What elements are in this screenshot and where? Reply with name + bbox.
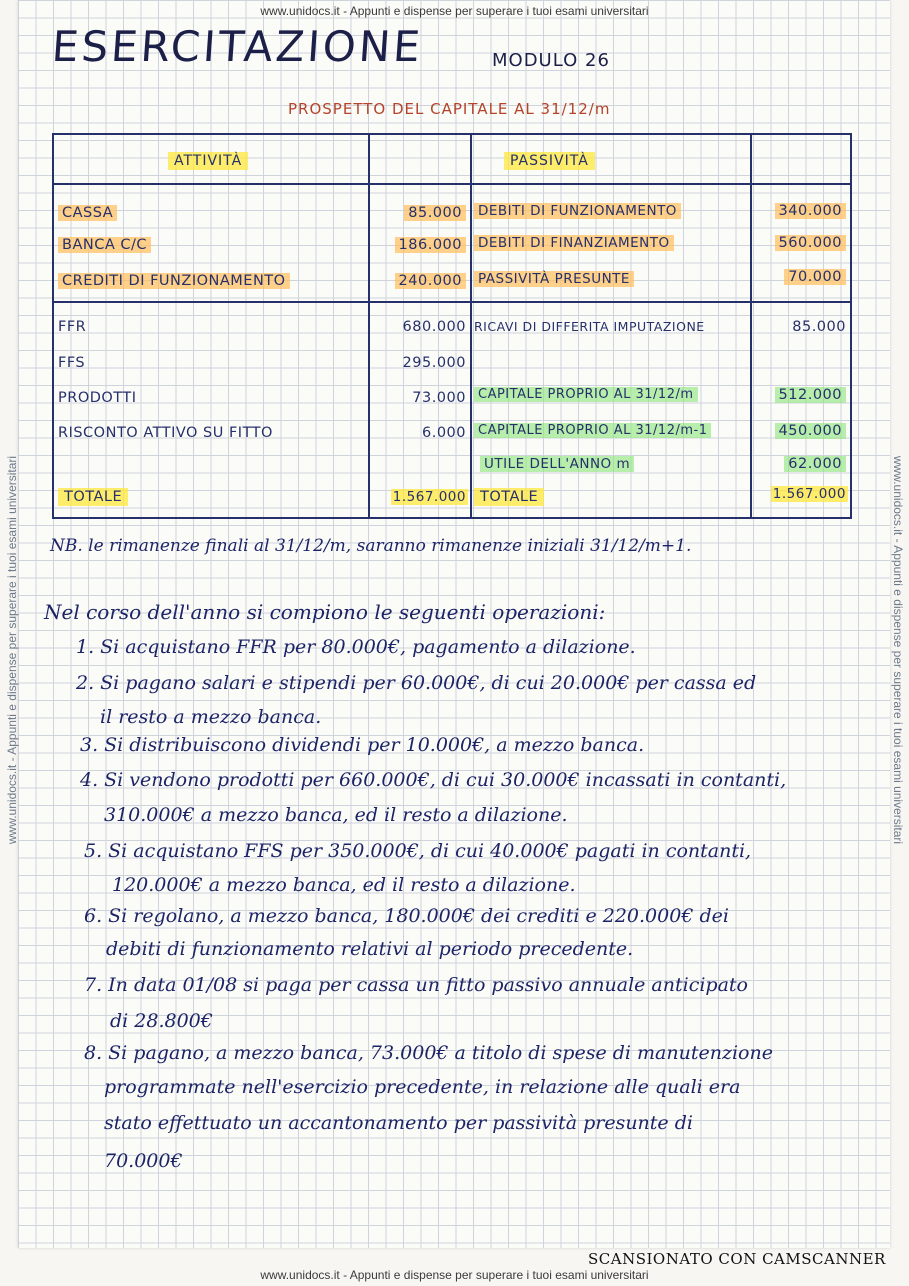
- attivita-value: 85.000: [372, 205, 466, 221]
- operation-line: 4. Si vendono prodotti per 660.000€, di cui 30.000€ incassati in contanti,: [80, 769, 787, 791]
- totale-attivita-label: TOTALE: [58, 489, 128, 505]
- camscanner-footer: SCANSIONATO CON CAMSCANNER: [588, 1250, 886, 1268]
- operations-intro: Nel corso dell'anno si compiono le seguenti operazioni:: [44, 600, 606, 624]
- attivita-value: 186.000: [372, 237, 466, 253]
- module-label: MODULO 26: [492, 50, 610, 71]
- page-title: ESERCITAZIONE: [50, 22, 425, 71]
- watermark-bottom: www.unidocs.it - Appunti e dispense per superare i tuoi esami universitari: [260, 1268, 649, 1282]
- passivita-value: 62.000: [754, 456, 846, 472]
- attivita-value: 680.000: [402, 319, 466, 335]
- operation-line: 70.000€: [104, 1150, 183, 1172]
- attivita-value: 6.000: [421, 425, 466, 441]
- passivita-label: PASSIVITÀ PRESUNTE: [474, 271, 634, 287]
- passivita-label: CAPITALE PROPRIO AL 31/12/m: [474, 387, 698, 402]
- header-passivita: PASSIVITÀ: [504, 153, 595, 169]
- attivita-label: BANCA C/C: [58, 237, 151, 253]
- passivita-label: UTILE DELL'ANNO m: [480, 456, 634, 472]
- operation-line: 3. Si distribuiscono dividendi per 10.000€, a mezzo banca.: [80, 734, 645, 756]
- note-nb: NB. le rimanenze finali al 31/12/m, saranno rimanenze iniziali 31/12/m+1.: [50, 536, 692, 556]
- operation-line: 8. Si pagano, a mezzo banca, 73.000€ a titolo di spese di manutenzione: [84, 1042, 773, 1064]
- operation-line: 1. Si acquistano FFR per 80.000€, pagamento a dilazione.: [76, 636, 636, 658]
- passivita-label: DEBITI DI FUNZIONAMENTO: [474, 203, 681, 219]
- passivita-value: 560.000: [754, 235, 846, 251]
- operation-line: 310.000€ a mezzo banca, ed il resto a dilazione.: [104, 804, 568, 826]
- operation-line: 7. In data 01/08 si paga per cassa un fitto passivo annuale anticipato: [84, 974, 748, 996]
- table-subtitle: PROSPETTO DEL CAPITALE AL 31/12/m: [288, 100, 611, 118]
- operation-line: programmate nell'esercizio precedente, in relazione alle quali era: [104, 1076, 741, 1098]
- attivita-label: PRODOTTI: [58, 390, 137, 406]
- passivita-value: 340.000: [754, 203, 846, 219]
- passivita-label: DEBITI DI FINANZIAMENTO: [474, 235, 674, 251]
- watermark-right: www.unidocs.it - Appunti e dispense per superare i tuoi esami universitari: [891, 455, 905, 845]
- operation-line: 6. Si regolano, a mezzo banca, 180.000€ dei crediti e 220.000€ dei: [84, 905, 729, 927]
- operation-line: 120.000€ a mezzo banca, ed il resto a dilazione.: [112, 874, 576, 896]
- totale-attivita-value: 1.567.000: [392, 489, 466, 505]
- passivita-value: 450.000: [754, 423, 846, 439]
- attivita-value: 295.000: [402, 355, 466, 371]
- header-attivita: ATTIVITÀ: [168, 153, 248, 169]
- attivita-label: RISCONTO ATTIVO SU FITTO: [58, 425, 273, 441]
- operation-line: stato effettuato un accantonamento per passività presunte di: [104, 1112, 693, 1134]
- passivita-label: CAPITALE PROPRIO AL 31/12/m-1: [474, 423, 711, 438]
- passivita-value: 512.000: [754, 387, 846, 403]
- operation-line: 2. Si pagano salari e stipendi per 60.000€, di cui 20.000€ per cassa ed: [76, 672, 757, 694]
- attivita-label: CREDITI DI FUNZIONAMENTO: [58, 273, 290, 289]
- operation-line: 5. Si acquistano FFS per 350.000€, di cui 40.000€ pagati in contanti,: [84, 840, 752, 862]
- watermark-top: www.unidocs.it - Appunti e dispense per superare i tuoi esami universitari: [260, 4, 649, 18]
- balance-sheet-table: [52, 133, 852, 519]
- attivita-label: FFR: [58, 319, 87, 335]
- attivita-value: 73.000: [412, 390, 466, 406]
- operation-line: di 28.800€: [110, 1010, 213, 1032]
- passivita-value: 70.000: [754, 269, 846, 285]
- attivita-label: FFS: [58, 355, 86, 371]
- watermark-left: www.unidocs.it - Appunti e dispense per superare i tuoi esami universitari: [5, 455, 19, 845]
- passivita-label: RICAVI DI DIFFERITA IMPUTAZIONE: [474, 319, 705, 334]
- totale-passivita-label: TOTALE: [474, 489, 544, 505]
- attivita-value: 240.000: [372, 273, 466, 289]
- passivita-value: 85.000: [792, 319, 846, 335]
- operation-line: il resto a mezzo banca.: [100, 706, 322, 728]
- attivita-label: CASSA: [58, 205, 117, 221]
- operation-line: debiti di funzionamento relativi al periodo precedente.: [106, 938, 634, 960]
- totale-passivita-value: 1.567.000: [772, 486, 846, 502]
